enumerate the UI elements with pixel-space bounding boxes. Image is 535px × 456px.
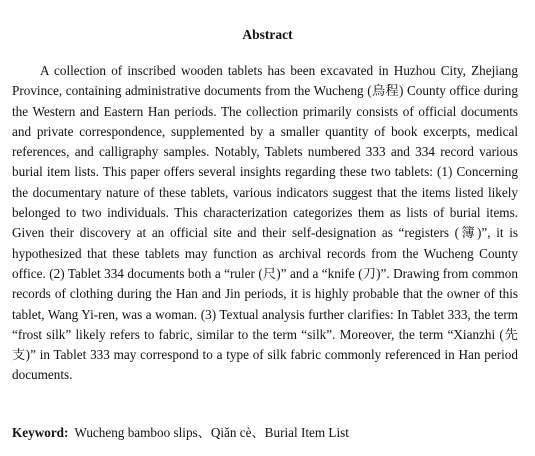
keywords-line <box>12 425 522 441</box>
abstract-title: Abstract <box>242 27 293 42</box>
keywords-label: Keyword: <box>12 425 69 440</box>
keywords-list: Wucheng bamboo slips、Qiǎn cè、Burial Item List <box>74 425 349 440</box>
abstract-body: A collection of inscribed wooden tablets has been excavated in Huzhou City, Zhejiang Province, containing administrative documents from the Wucheng (烏程) County office during the Western and Eastern Han periods. The collection primarily consists of official documents and private correspondence, supplemented by a smaller quantity of book excerpts, medical references, and calligraphy samples. Notably, Tablets numbered 333 and 334 record various burial item lists. This paper offers several insights regarding these two tablets: (1) Concerning the documentary nature of these tablets, various indicators suggest that the items listed likely belonged to two individuals. This characterization categorizes them as lists of burial items. Given their discovery at an official site and their self-designation as “registers (簿)”, it is hypothesized that these tablets may function as archival records from the Wucheng County office. (2) Tablet 334 documents both a “ruler (尺)” and a “knife (刀)”. Drawing from common records of clothing during the Han and Jin periods, it is highly probable that the owner of this tablet, Wang Yi-ren, was a woman. (3) Textual analysis further clarifies: In Tablet 333, the term “frost silk” likely refers to fabric, similar to the term “silk”. Moreover, the term “Xianzhi (先支)” in Tablet 333 may correspond to a type of silk fabric commonly referenced in Han period documents. <box>12 63 518 383</box>
